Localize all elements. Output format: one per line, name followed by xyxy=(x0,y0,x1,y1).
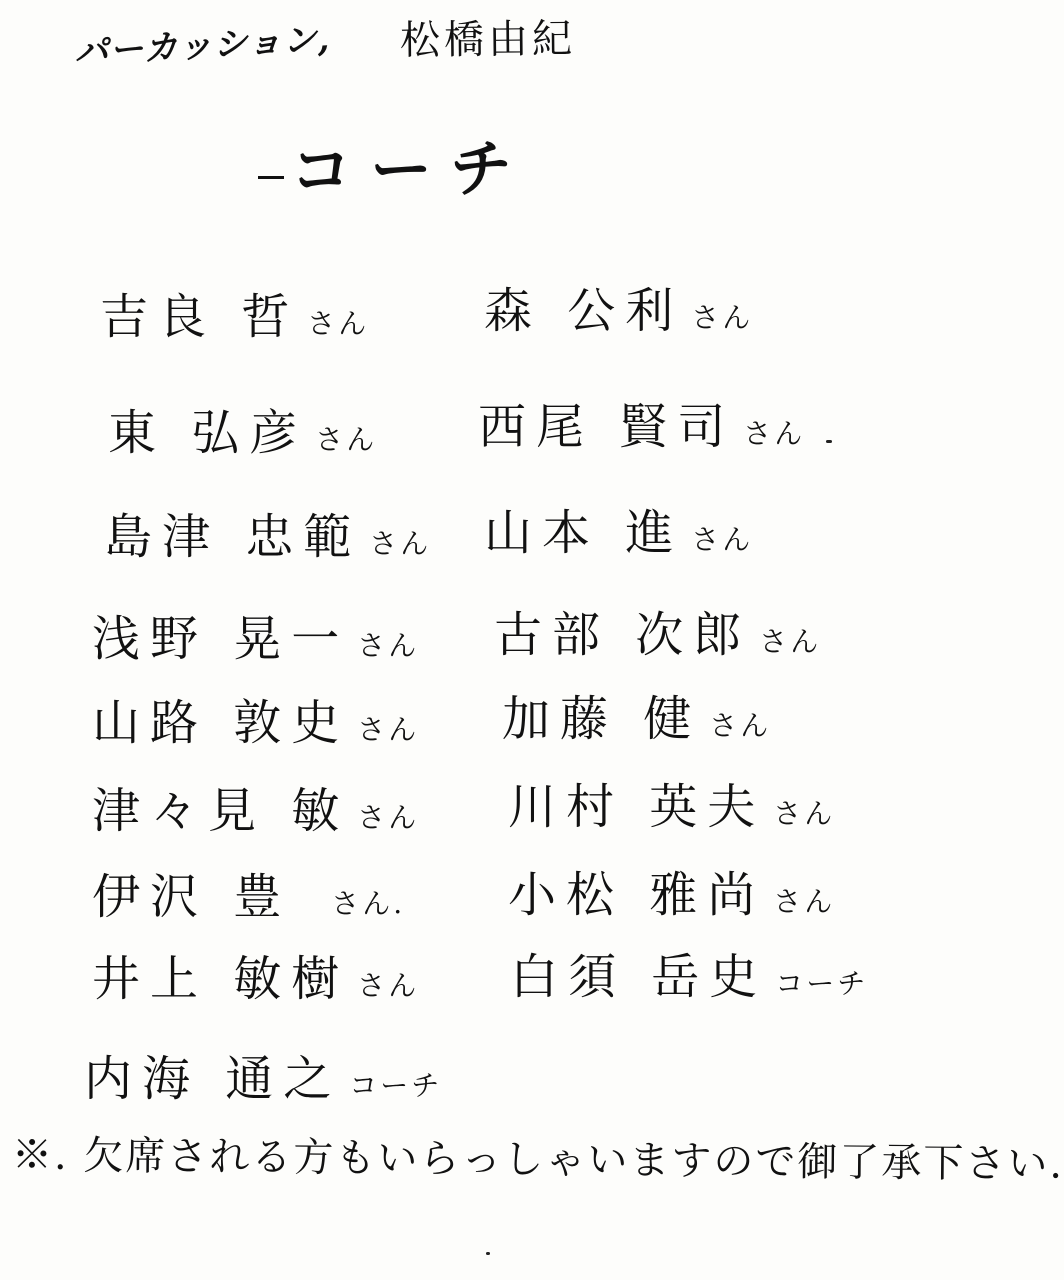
section-heading: パーカッション, xyxy=(73,19,332,73)
coach-name: 森 公利 xyxy=(484,283,684,339)
name-suffix: さん xyxy=(369,527,432,560)
coach-name: 加藤 健 xyxy=(502,691,702,747)
name-suffix: さん xyxy=(357,801,420,834)
list-item xyxy=(84,1040,442,1109)
list-item xyxy=(100,278,369,347)
name-suffix: さん xyxy=(773,797,836,830)
list-item xyxy=(502,680,771,749)
coach-name: 山路 敦史 xyxy=(92,695,350,751)
coach-name: 島津 忠範 xyxy=(104,509,362,565)
name-suffix: さん xyxy=(709,709,772,742)
coach-name: 山本 進 xyxy=(484,505,684,561)
name-suffix: さん xyxy=(357,629,420,662)
name-suffix: さん xyxy=(315,423,378,456)
name-suffix: コーチ xyxy=(349,1069,443,1102)
coach-name: 小松 雅尚 xyxy=(508,867,766,923)
coach-name: 浅野 晃一 xyxy=(92,611,350,667)
page-title: コーチ xyxy=(289,131,531,208)
title-underline-mark xyxy=(258,176,284,179)
list-item xyxy=(92,858,405,927)
name-suffix: さん xyxy=(357,713,420,746)
list-item xyxy=(494,596,821,665)
paper-speck xyxy=(486,1252,490,1255)
name-suffix: さん. xyxy=(331,887,406,920)
list-item xyxy=(484,494,753,563)
coach-name: 伊沢 豊 xyxy=(92,869,292,925)
coach-name: 内海 通之 xyxy=(84,1051,342,1107)
coach-name: 津々見 敏 xyxy=(92,783,350,839)
coach-name: 吉良 哲 xyxy=(100,289,300,345)
coach-name: 白須 岳史 xyxy=(510,949,768,1005)
list-item xyxy=(92,600,419,669)
name-suffix: さん xyxy=(691,523,754,556)
coach-name: 井上 敏樹 xyxy=(92,951,350,1007)
list-item xyxy=(484,272,753,341)
footnote: ※. 欠席される方もいらっしゃいますので御了承下さい. xyxy=(11,1132,1064,1188)
list-item xyxy=(92,940,419,1009)
name-suffix: さん xyxy=(307,307,370,340)
list-item xyxy=(108,394,377,463)
name-suffix: さん xyxy=(357,969,420,1002)
coach-name: 古部 次郎 xyxy=(494,607,752,663)
list-item xyxy=(478,388,805,457)
name-suffix: さん xyxy=(743,417,806,450)
list-item xyxy=(92,772,419,841)
paper-speck xyxy=(826,440,832,443)
coach-name: 川村 英夫 xyxy=(508,779,766,835)
author-name: 松橋由紀 xyxy=(399,16,577,64)
coach-name: 西尾 賢司 xyxy=(478,399,736,455)
list-item xyxy=(510,938,868,1007)
list-item xyxy=(92,684,419,753)
name-suffix: さん xyxy=(759,625,822,658)
coach-name: 東 弘彦 xyxy=(108,405,308,461)
name-suffix: コーチ xyxy=(775,967,869,1000)
list-item xyxy=(508,856,835,925)
list-item xyxy=(104,498,431,567)
name-suffix: さん xyxy=(691,301,754,334)
name-suffix: さん xyxy=(773,885,836,918)
list-item xyxy=(508,768,835,837)
